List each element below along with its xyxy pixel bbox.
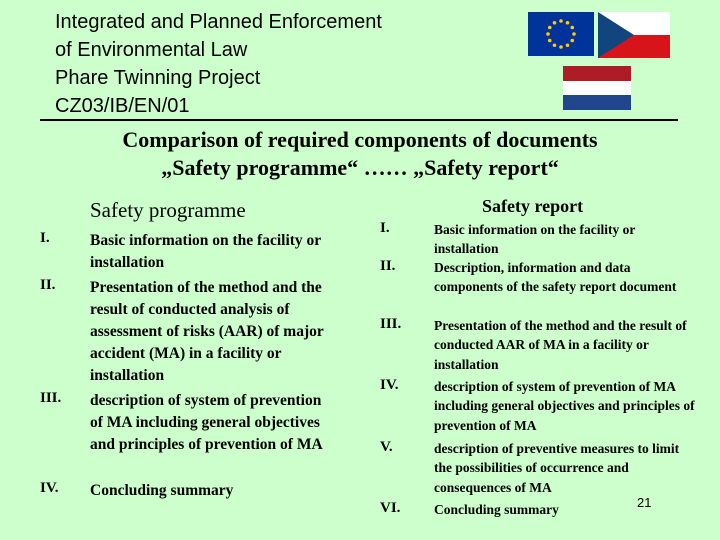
item-text: description of system of prevention of MA including general objectives and principles of prevention of MA <box>434 379 695 433</box>
netherlands-flag-icon <box>563 66 631 110</box>
eu-star-icon <box>559 45 563 49</box>
eu-star-icon <box>572 32 576 36</box>
item-text: description of system of prevention of MA including general objectives and principles of prevention of MA <box>90 392 323 453</box>
item-text: Concluding summary <box>90 482 234 499</box>
eu-star-icon <box>566 21 570 25</box>
eu-star-icon <box>553 21 557 25</box>
item-number: II. <box>380 258 396 274</box>
item-text: Presentation of the method and the result of conducted AAR of MA in a facility or installation <box>434 318 687 372</box>
eu-star-icon <box>548 26 552 30</box>
item-text: Basic information on the facility or installation <box>90 232 321 271</box>
eu-star-icon <box>570 39 574 43</box>
programme-item <box>40 277 340 387</box>
safety-programme-heading: Safety programme <box>90 198 246 222</box>
header-line: Phare Twinning Project <box>55 67 261 89</box>
eu-star-icon <box>548 39 552 43</box>
eu-star-icon <box>546 32 550 36</box>
project-header <box>55 8 382 120</box>
eu-star-icon <box>559 19 563 23</box>
slide-title <box>0 126 720 182</box>
safety-report-heading: Safety report <box>482 196 584 216</box>
item-number: IV. <box>380 377 399 393</box>
report-item <box>380 316 700 374</box>
item-text: Presentation of the method and the result of conducted analysis of assessment of risks (AAR) of major accident (MA) in a facility or installation <box>90 279 324 384</box>
item-number: I. <box>380 220 390 236</box>
item-number: VI. <box>380 500 401 516</box>
title-line-2: „Safety programme“ …… „Safety report“ <box>161 155 559 180</box>
report-item <box>380 500 700 519</box>
item-number: IV. <box>40 480 59 496</box>
eu-star-icon <box>553 43 557 47</box>
programme-item <box>40 230 340 274</box>
report-item <box>380 220 700 259</box>
report-item <box>380 377 700 435</box>
header-line: CZ03/IB/EN/01 <box>55 95 190 117</box>
item-number: V. <box>380 439 393 455</box>
item-number: II. <box>40 277 56 293</box>
eu-star-icon <box>566 43 570 47</box>
programme-item <box>40 480 340 502</box>
report-item <box>380 439 700 497</box>
programme-item <box>40 390 340 456</box>
item-text: description of preventive measures to limit the possibilities of occurrence and consequences of MA <box>434 441 680 495</box>
czech-flag-icon <box>598 12 670 58</box>
item-text: Concluding summary <box>434 502 559 517</box>
header-line: of Environmental Law <box>55 39 248 61</box>
eu-star-icon <box>570 26 574 30</box>
header-divider <box>40 119 678 121</box>
item-number: III. <box>380 316 402 332</box>
item-number: III. <box>40 390 62 406</box>
eu-flag-icon <box>528 12 594 56</box>
title-line-1: Comparison of required components of documents <box>122 127 598 152</box>
header-line: Integrated and Planned Enforcement <box>55 11 382 33</box>
page-number: 21 <box>637 495 652 510</box>
report-item <box>380 258 700 297</box>
item-text: Description, information and data components of the safety report document <box>434 260 677 295</box>
item-text: Basic information on the facility or installation <box>434 222 636 257</box>
item-number: I. <box>40 230 50 246</box>
